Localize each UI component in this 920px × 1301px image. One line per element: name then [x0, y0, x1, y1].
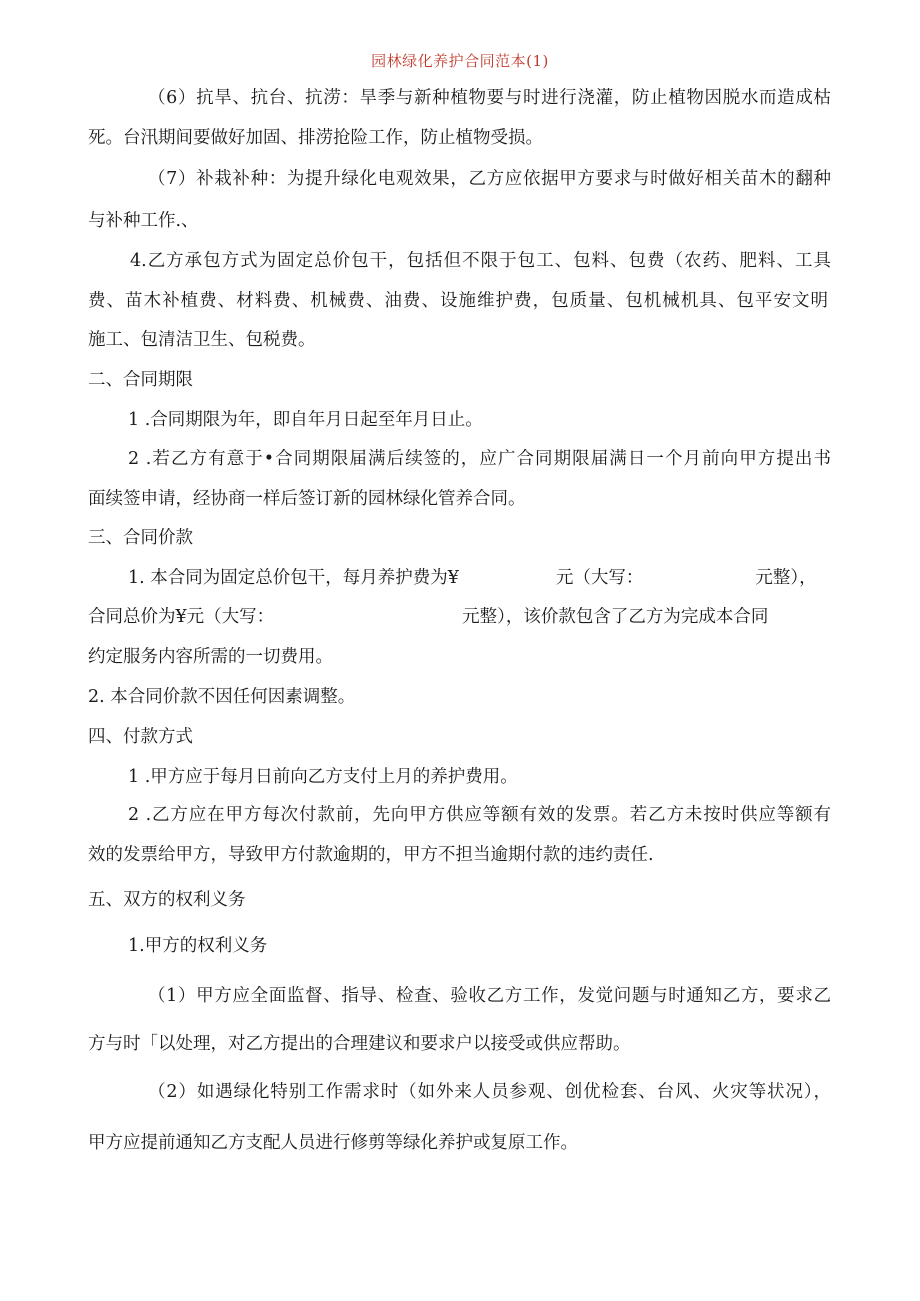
contract-price-text: 元整）， [755, 568, 817, 588]
paragraph-line: 面续签申请，经协商一样后签订新的园林绿化管养合同。 [88, 489, 526, 509]
paragraph-line [128, 566, 817, 590]
paragraph-line: 甲方应提前通知乙方支配人员进行修剪等绿化养护或复原工作。 [88, 1133, 578, 1153]
paragraph-line: 费、苗木补植费、材料费、机械费、油费、设施维护费，包质量、包机械机具、包平安文明 [88, 291, 828, 311]
paragraph-line: 施工、包清洁卫生、包税费。 [88, 330, 316, 350]
paragraph-line: 死。台汛期间要做好加固、排涝抢险工作，防止植物受损。 [88, 128, 543, 148]
paragraph-line: （2）如遇绿化特别工作需求时（如外来人员参观、创优检套、台风、火灾等状况）， [148, 1082, 831, 1102]
section-heading: 四、付款方式 [88, 727, 193, 747]
contract-price-text: 1. 本合同为固定总价包干，每月养护费为¥ [128, 568, 459, 588]
paragraph-line: （1）甲方应全面监督、指导、检查、验收乙方工作，发觉问题与时通知乙方，要求乙 [148, 986, 831, 1006]
contract-price-text: 合同总价为¥元（大写： [88, 607, 275, 627]
paragraph-line: 方与时「以处理，对乙方提出的合理建议和要求户以接受或供应帮助。 [88, 1034, 631, 1054]
paragraph-line: 1 .甲方应于每月日前向乙方支付上月的养护费用。 [128, 767, 518, 787]
paragraph-line: 2. 本合同价款不因任何因素调整。 [88, 687, 356, 707]
contract-price-text: 元整），该价款包含了乙方为完成本合同 [462, 607, 769, 627]
section-heading: 五、双方的权利义务 [88, 890, 246, 910]
paragraph-line: 1.甲方的权利义务 [128, 936, 268, 956]
paragraph-line: （6）抗旱、抗台、抗涝：旱季与新种植物要与时进行浇灌，防止植物因脱水而造成枯 [148, 88, 831, 108]
section-heading: 二、合同期限 [88, 370, 193, 390]
paragraph-line: 2 .乙方应在甲方每次付款前，先向甲方供应等额有效的发票。若乙方未按时供应等额有 [128, 805, 831, 825]
section-heading: 三、合同价款 [88, 528, 193, 548]
paragraph-line: （7）补栽补种：为提升绿化电观效果，乙方应依据甲方要求与时做好相关苗木的翻种 [148, 169, 831, 189]
paragraph-line: 效的发票给甲方，导致甲方付款逾期的，甲方不担当逾期付款的违约责任. [88, 845, 654, 865]
paragraph-line: 约定服务内容所需的一切费用。 [88, 647, 333, 667]
contract-price-text: 元（大写： [555, 568, 644, 588]
paragraph-line: 4.乙方承包方式为固定总价包干，包括但不限于包工、包料、包费（农药、肥料、工具 [130, 251, 831, 271]
paragraph-line: 与补种工作.、 [88, 211, 199, 231]
paragraph-line: 1 .合同期限为年，即自年月日起至年月日止。 [128, 410, 483, 430]
paragraph-line: 2 .若乙方有意于•合同期限届满后续签的，应广合同期限届满日一个月前向甲方提出书 [128, 449, 831, 469]
paragraph-line [88, 605, 768, 629]
document-header: 园林绿化养护合同范本(1) [371, 52, 549, 70]
